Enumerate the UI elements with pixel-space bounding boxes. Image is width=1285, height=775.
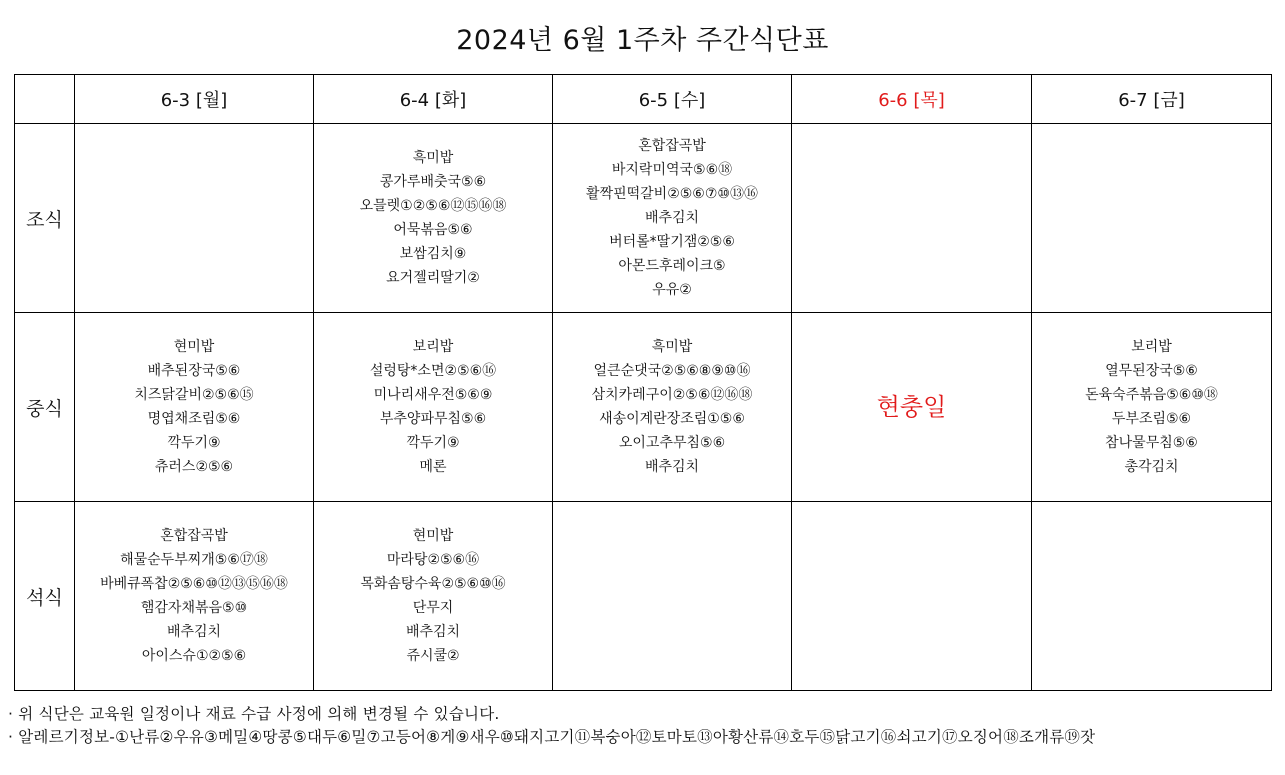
menu-cell-lunch-thu <box>792 313 1032 502</box>
menu-item: 부추양파무침⑤⑥ <box>379 411 487 427</box>
meal-label-dinner: 석식 <box>15 502 75 691</box>
holiday-label: 현충일 <box>876 393 947 421</box>
notes <box>8 703 1278 749</box>
menu-item: 돈육숙주볶음⑤⑥⑩⑱ <box>1085 387 1218 403</box>
menu-item: 콩가루배춧국⑤⑥ <box>379 174 487 190</box>
menu-item: 현미밥 <box>173 339 215 355</box>
menu-cell-breakfast-thu <box>792 124 1032 313</box>
menu-item: 아이스슈①②⑤⑥ <box>141 648 247 664</box>
menu-cell-breakfast-tue <box>314 124 553 313</box>
menu-item: 열무된장국⑤⑥ <box>1105 363 1198 379</box>
menu-item: 단무지 <box>412 600 454 616</box>
menu-item: 깍두기⑨ <box>167 435 221 451</box>
menu-item: 마라탕②⑤⑥⑯ <box>386 552 480 568</box>
menu-item: 설렁탕*소면②⑤⑥⑯ <box>369 363 497 379</box>
menu-item: 삼치카레구이②⑤⑥⑫⑯⑱ <box>591 387 753 403</box>
menu-item: 배추김치 <box>405 624 461 640</box>
menu-item: 아몬드후레이크⑤ <box>618 258 726 274</box>
menu-item: 치즈닭갈비②⑤⑥⑮ <box>134 387 254 403</box>
meal-row-breakfast <box>15 124 1272 313</box>
notice-text: · 위 식단은 교육원 일정이나 재료 수급 사정에 의해 변경될 수 있습니다. <box>8 705 500 723</box>
menu-cell-breakfast-mon <box>75 124 314 313</box>
menu-item: 얼큰순댓국②⑤⑥⑧⑨⑩⑯ <box>593 363 751 379</box>
menu-cell-breakfast-wed <box>553 124 792 313</box>
day-header-thu: 6-6 [목] <box>792 75 1032 124</box>
menu-item: 요거젤리딸기② <box>386 270 480 286</box>
menu-item: 총각김치 <box>1124 459 1179 475</box>
menu-item: 츄러스②⑤⑥ <box>154 459 234 475</box>
menu-item: 배추김치 <box>166 624 222 640</box>
menu-cell-lunch-tue <box>314 313 553 502</box>
menu-item: 햄감자채볶음⑤⑩ <box>140 600 248 616</box>
menu-item: 흑미밥 <box>412 150 454 166</box>
menu-item: 두부조림⑤⑥ <box>1111 411 1192 427</box>
menu-cell-lunch-mon <box>75 313 314 502</box>
meal-row-dinner <box>15 502 1272 691</box>
menu-item: 현미밥 <box>412 528 454 544</box>
meal-row-lunch <box>15 313 1272 502</box>
day-header-tue: 6-4 [화] <box>314 75 553 124</box>
menu-item: 바베큐폭찹②⑤⑥⑩⑫⑬⑮⑯⑱ <box>100 576 288 592</box>
menu-item: 오믈렛①②⑤⑥⑫⑮⑯⑱ <box>359 198 507 214</box>
menu-item: 보리밥 <box>412 339 454 355</box>
menu-item: 배추김치 <box>644 210 700 226</box>
menu-cell-dinner-wed <box>553 502 792 691</box>
menu-item: 메론 <box>419 459 447 475</box>
day-header-fri: 6-7 [금] <box>1032 75 1272 124</box>
day-header-row <box>15 75 1272 124</box>
menu-item: 흑미밥 <box>651 339 693 355</box>
menu-cell-lunch-fri <box>1032 313 1272 502</box>
menu-item: 어묵볶음⑤⑥ <box>393 222 473 238</box>
menu-item: 목화솜탕수육②⑤⑥⑩⑯ <box>360 576 506 592</box>
menu-item: 보리밥 <box>1131 339 1172 355</box>
menu-item: 버터롤*딸기잼②⑤⑥ <box>609 234 735 250</box>
weekly-menu-table <box>14 74 1272 691</box>
page-title: 2024년 6월 1주차 주간식단표 <box>456 25 829 56</box>
allergy-info: · 알레르기정보-①난류②우유③메밀④땅콩⑤대두⑥밀⑦고등어⑧게⑨새우⑩돼지고기⑪복숭아⑫토마토⑬아황산류⑭호두⑮닭고기⑯쇠고기⑰오징어⑱조개류⑲잣 <box>8 728 1096 746</box>
menu-item: 깍두기⑨ <box>406 435 460 451</box>
menu-cell-breakfast-fri <box>1032 124 1272 313</box>
menu-item: 바지락미역국⑤⑥⑱ <box>611 162 733 178</box>
menu-item: 보쌈김치⑨ <box>399 246 467 262</box>
corner-cell <box>15 75 75 124</box>
menu-item: 새송이계란장조림①⑤⑥ <box>599 411 745 427</box>
menu-item: 해물순두부찌개⑤⑥⑰⑱ <box>120 552 268 568</box>
meal-label-lunch: 중식 <box>15 313 75 502</box>
menu-item: 혼합잡곡밥 <box>638 138 706 154</box>
day-header-mon: 6-3 [월] <box>75 75 314 124</box>
menu-item: 활짝핀떡갈비②⑤⑥⑦⑩⑬⑯ <box>586 186 758 202</box>
menu-item: 배추된장국⑤⑥ <box>147 363 241 379</box>
menu-item: 우유② <box>652 282 692 298</box>
menu-item: 미나리새우전⑤⑥⑨ <box>373 387 493 403</box>
menu-cell-dinner-fri <box>1032 502 1272 691</box>
day-header-wed: 6-5 [수] <box>553 75 792 124</box>
menu-cell-dinner-tue <box>314 502 553 691</box>
menu-cell-dinner-mon <box>75 502 314 691</box>
menu-cell-dinner-thu <box>792 502 1032 691</box>
menu-item: 오이고추무침⑤⑥ <box>618 435 726 451</box>
menu-item: 참나물무침⑤⑥ <box>1105 435 1198 451</box>
menu-item: 명엽채조림⑤⑥ <box>147 411 241 427</box>
meal-label-breakfast: 조식 <box>15 124 75 313</box>
menu-cell-lunch-wed <box>553 313 792 502</box>
menu-item: 혼합잡곡밥 <box>160 528 228 544</box>
menu-item: 배추김치 <box>644 459 700 475</box>
menu-item: 쥬시쿨② <box>406 648 460 664</box>
